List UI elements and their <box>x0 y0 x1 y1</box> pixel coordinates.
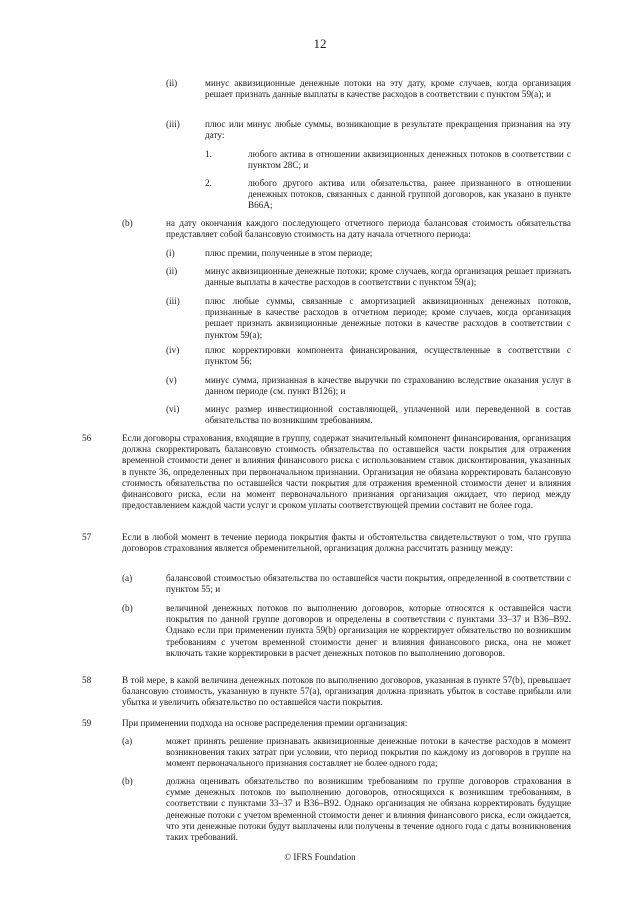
para-56-text: Если договоры страхования, входящие в группу, содержат значительный компонент финансирования, организация должна скорректировать балансовую стоимость обязательства по оставшейся части покрытия для отражения временной стоимости денег и влияния финансового риска с использованием ставок дисконтирования, указанных в пункте 36, определенных при первоначальном признании. Организация не обязана корректировать балансовую стоимость обязательства по оставшейся части покрытия для отражения временной стоимости денег и влияния финансового риска, если на момент первоначального признания организация ожидает, что период между предоставлением каждой части услуг и сроком уплаты соответствующей премии составит не более года. <box>122 433 571 511</box>
copyright-footer: © IFRS Foundation <box>284 852 356 862</box>
para-59-b-label: (b) <box>122 776 133 786</box>
item-iii-label: (iii) <box>166 119 180 129</box>
page-number: 12 <box>313 36 327 51</box>
b-vi-label: (vi) <box>166 404 180 414</box>
subitem-1-text: любого актива в отношении аквизиционных денежных потоков в соответствии с пунктом 28С; и <box>248 149 571 171</box>
para-57-b-label: (b) <box>122 603 133 613</box>
b-v-label: (v) <box>166 375 177 385</box>
b-ii-text: минус аквизиционные денежные потоки; кроме случаев, когда организация решает признать данные выплаты в качестве расходов в соответствии с пунктом 59(а); <box>205 266 571 288</box>
b-vi-text: минус размер инвестиционной составляющей, уплаченной или переведенной в состав обязательства по возникшим требованиям. <box>205 404 571 426</box>
b-i-text: плюс премии, полученные в этом периоде; <box>205 248 373 258</box>
para-56-number: 56 <box>82 433 92 443</box>
para-59-a-label: (а) <box>122 736 133 746</box>
subitem-2-label: 2. <box>205 178 212 188</box>
para-57-b-text: величиной денежных потоков по выполнению договоров, которые относятся к оставшейся части покрытия по данной группе договоров и определены в соответствии с пунктами 33–37 и В36–В92. Однако если при применении пункта 59(b) организация не корректирует обязательство по возникшим требованиям с учетом временной стоимости денег и влияния финансового риска, она не может включать такие корректировки в расчет денежных потоков по выполнению договоров. <box>166 603 571 658</box>
subitem-1-label: 1. <box>205 149 212 159</box>
b-iii-label: (iii) <box>166 296 180 306</box>
subitem-2-text: любого другого актива или обязательства, ранее признанного в отношении денежных потоков, связанных с данной группой договоров, как указано в пункте В66А; <box>248 178 571 211</box>
item-b-text: на дату окончания каждого последующего отчетного периода балансовая стоимость обязательства представляет собой балансовую стоимость на дату начала отчетного периода: <box>166 218 571 240</box>
para-57-text: Если в любой момент в течение периода покрытия факты и обстоятельства свидетельствуют о том, что группа договоров страхования является обременительной, организация должна рассчитать разницу между: <box>122 532 571 554</box>
para-57-a-text: балансовой стоимостью обязательства по оставшейся части покрытия, определенной в соответствии с пунктом 55; и <box>166 573 571 595</box>
item-ii-text: минус аквизиционные денежные потоки на эту дату, кроме случаев, когда организация решает признать данные выплаты в качестве расходов в соответствии с пунктом 59(а); и <box>205 78 571 100</box>
para-58-number: 58 <box>82 675 92 685</box>
item-iii-text: плюс или минус любые суммы, возникающие в результате прекращения признания на эту дату: <box>205 119 571 141</box>
para-58-text: В той мере, в какой величина денежных потоков по выполнению договоров, указанная в пункте 57(b), превышает балансовую стоимость, указанную в пункте 57(а), организация должна признать убыток в составе прибыли или убытка и увеличить обязательство по оставшейся части покрытия. <box>122 675 571 708</box>
item-b-label: (b) <box>122 218 133 228</box>
para-57-a-label: (а) <box>122 573 133 583</box>
b-iv-label: (iv) <box>166 345 180 355</box>
para-59-number: 59 <box>82 718 92 728</box>
para-59-b-text: должна оценивать обязательство по возникшим требованиям по группе договоров страхования в сумме денежных потоков по выполнению договоров, относящихся к возникшим требованиям, в соответствии с пунктами 33–37 и В36–В92. Однако организация не обязана корректировать будущие денежные потоки с учетом временной стоимости денег и влияния финансового риска, если ожидается, что эти денежные потоки будут выплачены или получены в течение одного года с даты возникновения таких требований. <box>166 776 571 843</box>
b-ii-label: (ii) <box>166 266 178 276</box>
para-59-a-text: может принять решение признавать аквизиционные денежные потоки в качестве расходов в момент возникновения таких затрат при условии, что период покрытия по каждому из договоров в группе на момент первоначального признания составляет не более одного года; <box>166 736 571 769</box>
item-ii-label: (ii) <box>166 78 178 88</box>
b-iii-text: плюс любые суммы, связанные с амортизацией аквизиционных денежных потоков, признанные в качестве расходов в отчетном периоде; кроме случаев, когда организация решает признать аквизиционные денежные потоки в качестве расходов в соответствии с пунктом 59(а); <box>205 296 571 340</box>
b-i-label: (i) <box>166 248 175 258</box>
para-59-text: При применении подхода на основе распределения премии организация: <box>122 718 408 728</box>
para-57-number: 57 <box>82 532 92 542</box>
b-v-text: минус сумма, признанная в качестве выручки по страхованию вследствие оказания услуг в данном периоде (см. пункт В126); и <box>205 375 571 397</box>
b-iv-text: плюс корректировки компонента финансирования, осуществленные в соответствии с пунктом 56; <box>205 345 571 367</box>
